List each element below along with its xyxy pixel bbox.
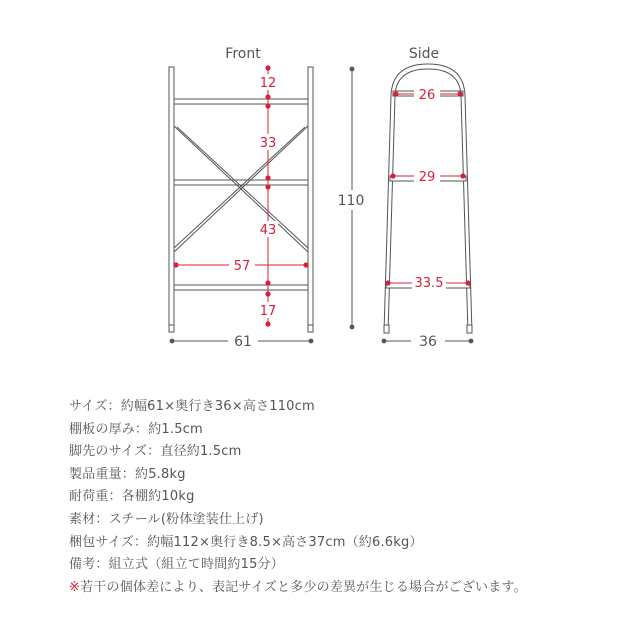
side-shelf-top-depth: 26: [418, 88, 436, 103]
front-gap-lower: 43: [259, 223, 277, 238]
front-gap-top: 12: [259, 76, 277, 91]
spec-size: サイズ：約幅61×奥行き36×高さ110cm: [69, 399, 315, 414]
front-width-label: 61: [234, 334, 252, 350]
side-shelf-bottom-depth: 33.5: [414, 276, 444, 291]
spec-material: 素材：スチール(粉体塗装仕上げ): [69, 511, 264, 527]
spec-weight: 製品重量：約5.8kg: [69, 466, 186, 482]
front-gap-bottom: 17: [259, 304, 277, 319]
side-view-frame: [384, 64, 472, 333]
spec-note: [69, 577, 629, 600]
front-view-frame: [169, 67, 313, 332]
side-shelf-middle-depth: 29: [418, 170, 436, 185]
note-mark: ※: [69, 579, 81, 595]
spec-foot-size: 脚先のサイズ：直径約1.5cm: [69, 444, 242, 460]
side-shelf-depth-dimensions: [385, 86, 470, 290]
spec-load-capacity: 耐荷重：各棚約10kg: [69, 489, 195, 505]
side-view-title: Side: [408, 46, 440, 62]
spec-list: [69, 396, 629, 599]
spec-shelf-thickness: 棚板の厚み：約1.5cm: [69, 421, 203, 437]
front-shelf-span-label: 57: [233, 259, 251, 274]
overall-height-label: 110: [337, 193, 365, 209]
side-depth-label: 36: [419, 334, 437, 350]
front-view-title: Front: [225, 46, 261, 62]
spec-remarks: 備考：組立式（組立て時間約15分）: [69, 557, 284, 573]
front-gap-upper: 33: [259, 136, 277, 151]
spec-package-size: 梱包サイズ：約幅112×奥行き8.5×高さ37cm（約6.6kg）: [69, 534, 423, 550]
note-text: 若干の個体差により、表記サイズと多少の差異が生じる場合がございます。: [80, 579, 527, 595]
